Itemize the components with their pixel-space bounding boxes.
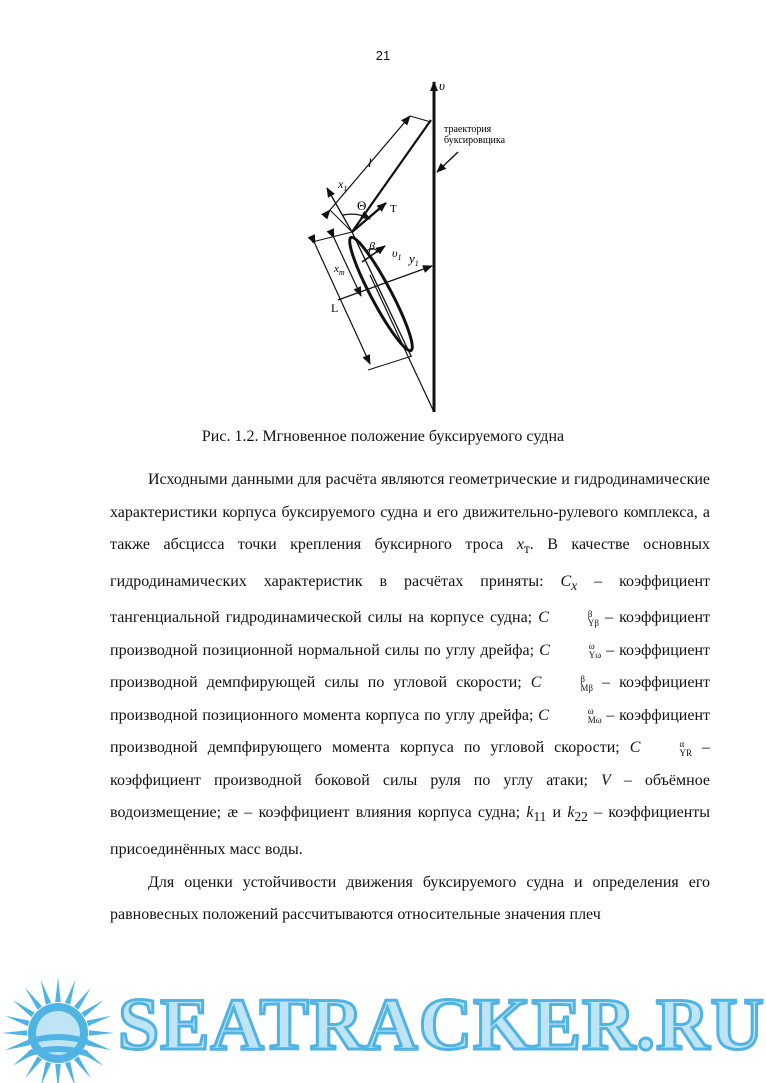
sun-ray (65, 1062, 75, 1083)
dimension-L (315, 244, 370, 364)
sun-ray (2, 1030, 27, 1036)
sun-ray (41, 1062, 51, 1083)
paragraph-1: Исходными данными для расчёта являются геометрические и гидродинамические характеристики корпуса буксируемого судна и его движительно-рулевого комплекса, а также абсцисса точки крепления буксирного троса $x_т$. В качестве основных гидродинамических характеристик в расчётах приняты: $C_x$ – коэффициент тангенциальной гидродинамической силы на корпусе судна; C β Yβ – коэффициент производной позиционной нормальной силы по углу дрейфа; C ω Yω – коэффициент производной демпфирующей силы по угловой скорости; C β Mβ – коэффициент производной позиционного момента корпуса по углу дрейфа; C ω Mω – коэффициент производной демпфирующего момента корпуса по угловой скорости; C α YR – коэффициент производной боковой силы руля по углу атаки; V – объёмное водоизмещение; æ – коэффициент влияния корпуса судна; $k_{11}$ и $k_{22}$ – коэффициенты присоединённых масс воды. (110, 471, 711, 859)
watermark (0, 965, 766, 1083)
label-beta1: $\beta_1$ (369, 239, 379, 255)
sun-ray (74, 988, 91, 1010)
sun-ray (81, 1000, 103, 1017)
sun-ray (55, 977, 61, 1002)
figure-caption: Рис. 1.2. Мгновенное положение буксируемого судна (201, 428, 565, 445)
label-upsilon: υ (439, 78, 445, 93)
sun-ray (25, 988, 42, 1010)
tow-rope-line (352, 120, 431, 232)
sun-ray (13, 1000, 35, 1017)
sun-ray (87, 1040, 112, 1050)
page-number: 21 (375, 48, 391, 63)
sun-ray (89, 1030, 114, 1036)
label-upsilon1: $\upsilon_1$ (392, 246, 402, 262)
theta-arc (343, 214, 370, 219)
body-text (110, 464, 710, 932)
sun-ray (74, 1056, 91, 1078)
sun-ray (41, 980, 51, 1005)
label-y1: $y_1$ (409, 251, 419, 268)
label-xt: $x_т$ (334, 263, 345, 277)
paragraph-2: Для оценки устойчивости движения буксируемого судна и определения его равновесных положений рассчитываются относительные значения плеч (110, 873, 710, 924)
label-l: l (368, 155, 372, 170)
label-L: L (331, 301, 339, 315)
y1-axis (338, 266, 432, 300)
label-t: T (390, 203, 397, 215)
sun-ray (55, 1064, 61, 1083)
watermark-text: SEATRACKER.RU (118, 984, 765, 1066)
label-trajectory-1: траектория (444, 124, 492, 135)
sun-logo-icon (0, 965, 120, 1083)
label-theta: Θ (357, 198, 367, 213)
sun-ray (5, 1040, 30, 1050)
trajectory-pointer (437, 152, 458, 172)
label-x1: $x_1$ (338, 177, 348, 193)
figure-towing-diagram (0, 0, 766, 425)
sun-ray (25, 1056, 42, 1078)
sun-ray (87, 1016, 112, 1026)
sun-ray (5, 1016, 30, 1026)
label-trajectory-2: буксировщика (444, 135, 506, 146)
sun-ray (65, 980, 75, 1005)
